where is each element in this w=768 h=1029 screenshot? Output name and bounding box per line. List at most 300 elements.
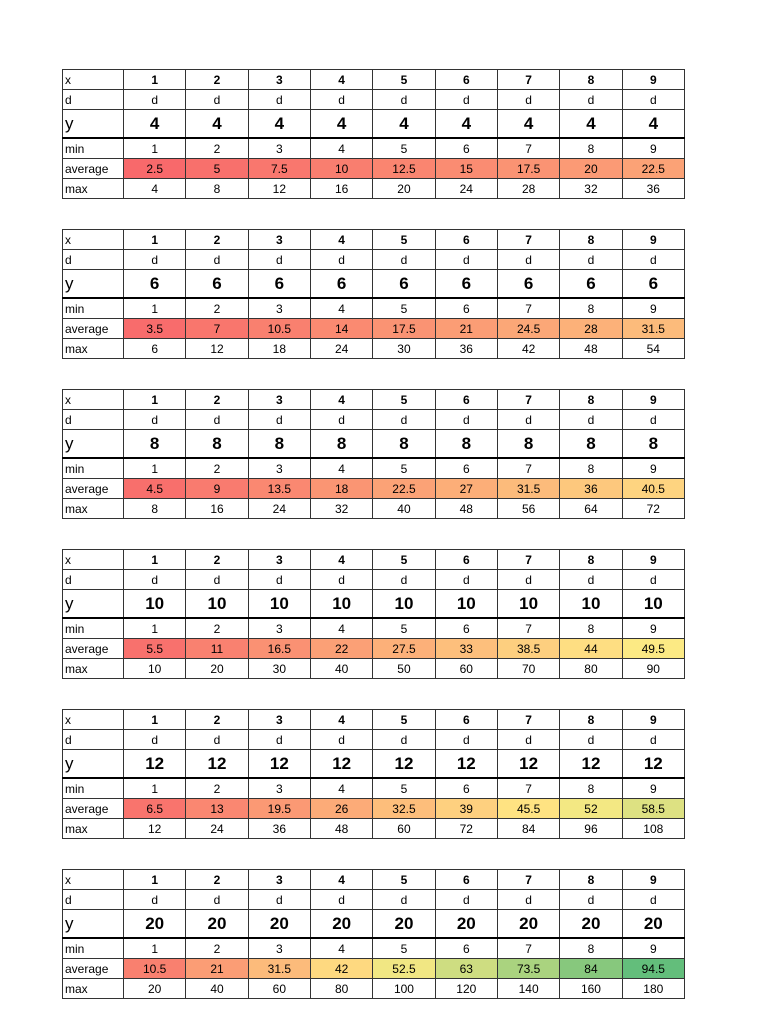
cell-max[interactable]: 24 <box>248 499 310 519</box>
cell-d[interactable]: d <box>124 250 186 270</box>
cell-y[interactable]: 8 <box>186 430 248 459</box>
cell-x[interactable]: 9 <box>622 230 684 250</box>
cell-d[interactable]: d <box>435 890 497 910</box>
cell-average[interactable]: 31.5 <box>497 479 559 499</box>
cell-max[interactable]: 80 <box>310 979 372 999</box>
cell-x[interactable]: 8 <box>560 710 622 730</box>
cell-average[interactable]: 36 <box>560 479 622 499</box>
row-label-x[interactable]: x <box>63 870 124 890</box>
cell-d[interactable]: d <box>560 410 622 430</box>
row-label-min[interactable]: min <box>63 458 124 479</box>
cell-y[interactable]: 6 <box>622 270 684 299</box>
cell-x[interactable]: 7 <box>497 870 559 890</box>
cell-min[interactable]: 5 <box>373 618 435 639</box>
cell-average[interactable]: 3.5 <box>124 319 186 339</box>
cell-y[interactable]: 6 <box>435 270 497 299</box>
cell-d[interactable]: d <box>373 890 435 910</box>
cell-max[interactable]: 70 <box>497 659 559 679</box>
cell-average[interactable]: 40.5 <box>622 479 684 499</box>
cell-average[interactable]: 73.5 <box>497 959 559 979</box>
cell-x[interactable]: 4 <box>310 70 372 90</box>
cell-min[interactable]: 9 <box>622 138 684 159</box>
cell-average[interactable]: 2.5 <box>124 159 186 179</box>
row-label-average[interactable]: average <box>63 639 124 659</box>
cell-min[interactable]: 3 <box>248 618 310 639</box>
cell-min[interactable]: 8 <box>560 138 622 159</box>
cell-max[interactable]: 48 <box>435 499 497 519</box>
cell-max[interactable]: 8 <box>186 179 248 199</box>
cell-y[interactable]: 6 <box>310 270 372 299</box>
cell-average[interactable]: 45.5 <box>497 799 559 819</box>
cell-max[interactable]: 30 <box>373 339 435 359</box>
cell-y[interactable]: 6 <box>124 270 186 299</box>
cell-d[interactable]: d <box>124 90 186 110</box>
cell-min[interactable]: 3 <box>248 298 310 319</box>
cell-d[interactable]: d <box>497 890 559 910</box>
cell-max[interactable]: 24 <box>435 179 497 199</box>
cell-min[interactable]: 5 <box>373 298 435 319</box>
cell-x[interactable]: 3 <box>248 70 310 90</box>
row-label-x[interactable]: x <box>63 390 124 410</box>
cell-d[interactable]: d <box>560 890 622 910</box>
row-label-y[interactable]: y <box>63 430 124 459</box>
cell-average[interactable]: 84 <box>560 959 622 979</box>
cell-x[interactable]: 6 <box>435 70 497 90</box>
cell-y[interactable]: 20 <box>186 910 248 939</box>
cell-average[interactable]: 5.5 <box>124 639 186 659</box>
cell-y[interactable]: 8 <box>497 430 559 459</box>
cell-min[interactable]: 1 <box>124 618 186 639</box>
cell-average[interactable]: 17.5 <box>497 159 559 179</box>
cell-min[interactable]: 2 <box>186 298 248 319</box>
cell-y[interactable]: 4 <box>435 110 497 139</box>
row-label-x[interactable]: x <box>63 710 124 730</box>
cell-max[interactable]: 40 <box>186 979 248 999</box>
cell-average[interactable]: 5 <box>186 159 248 179</box>
cell-x[interactable]: 6 <box>435 710 497 730</box>
cell-x[interactable]: 8 <box>560 70 622 90</box>
cell-d[interactable]: d <box>248 250 310 270</box>
cell-d[interactable]: d <box>186 250 248 270</box>
row-label-max[interactable]: max <box>63 659 124 679</box>
cell-d[interactable]: d <box>435 730 497 750</box>
cell-min[interactable]: 8 <box>560 618 622 639</box>
cell-max[interactable]: 180 <box>622 979 684 999</box>
cell-average[interactable]: 63 <box>435 959 497 979</box>
cell-average[interactable]: 21 <box>435 319 497 339</box>
row-label-max[interactable]: max <box>63 819 124 839</box>
cell-y[interactable]: 8 <box>310 430 372 459</box>
cell-min[interactable]: 9 <box>622 778 684 799</box>
cell-min[interactable]: 8 <box>560 458 622 479</box>
cell-x[interactable]: 8 <box>560 550 622 570</box>
row-label-average[interactable]: average <box>63 959 124 979</box>
cell-d[interactable]: d <box>622 570 684 590</box>
cell-d[interactable]: d <box>497 90 559 110</box>
cell-min[interactable]: 5 <box>373 778 435 799</box>
cell-average[interactable]: 6.5 <box>124 799 186 819</box>
cell-min[interactable]: 9 <box>622 938 684 959</box>
cell-max[interactable]: 16 <box>186 499 248 519</box>
cell-y[interactable]: 12 <box>373 750 435 779</box>
cell-x[interactable]: 7 <box>497 390 559 410</box>
cell-d[interactable]: d <box>622 90 684 110</box>
cell-y[interactable]: 12 <box>124 750 186 779</box>
cell-d[interactable]: d <box>435 250 497 270</box>
cell-max[interactable]: 100 <box>373 979 435 999</box>
cell-max[interactable]: 72 <box>622 499 684 519</box>
cell-min[interactable]: 8 <box>560 938 622 959</box>
cell-max[interactable]: 36 <box>435 339 497 359</box>
cell-average[interactable]: 22.5 <box>622 159 684 179</box>
cell-min[interactable]: 2 <box>186 938 248 959</box>
cell-max[interactable]: 54 <box>622 339 684 359</box>
cell-x[interactable]: 3 <box>248 870 310 890</box>
cell-x[interactable]: 2 <box>186 870 248 890</box>
cell-max[interactable]: 60 <box>248 979 310 999</box>
cell-x[interactable]: 5 <box>373 710 435 730</box>
cell-x[interactable]: 7 <box>497 70 559 90</box>
row-label-min[interactable]: min <box>63 138 124 159</box>
cell-average[interactable]: 10 <box>310 159 372 179</box>
cell-max[interactable]: 20 <box>186 659 248 679</box>
cell-y[interactable]: 12 <box>186 750 248 779</box>
cell-min[interactable]: 8 <box>560 298 622 319</box>
row-label-max[interactable]: max <box>63 499 124 519</box>
row-label-max[interactable]: max <box>63 979 124 999</box>
cell-x[interactable]: 8 <box>560 390 622 410</box>
cell-max[interactable]: 24 <box>186 819 248 839</box>
cell-min[interactable]: 5 <box>373 138 435 159</box>
cell-min[interactable]: 7 <box>497 778 559 799</box>
cell-average[interactable]: 10.5 <box>124 959 186 979</box>
row-label-y[interactable]: y <box>63 750 124 779</box>
cell-y[interactable]: 10 <box>560 590 622 619</box>
cell-y[interactable]: 20 <box>622 910 684 939</box>
cell-max[interactable]: 72 <box>435 819 497 839</box>
cell-x[interactable]: 6 <box>435 230 497 250</box>
row-label-average[interactable]: average <box>63 799 124 819</box>
cell-average[interactable]: 10.5 <box>248 319 310 339</box>
cell-max[interactable]: 16 <box>310 179 372 199</box>
cell-average[interactable]: 14 <box>310 319 372 339</box>
cell-x[interactable]: 4 <box>310 550 372 570</box>
cell-x[interactable]: 2 <box>186 710 248 730</box>
cell-average[interactable]: 38.5 <box>497 639 559 659</box>
cell-average[interactable]: 22.5 <box>373 479 435 499</box>
cell-d[interactable]: d <box>622 890 684 910</box>
cell-average[interactable]: 32.5 <box>373 799 435 819</box>
cell-max[interactable]: 48 <box>560 339 622 359</box>
row-label-min[interactable]: min <box>63 938 124 959</box>
cell-y[interactable]: 10 <box>373 590 435 619</box>
cell-y[interactable]: 4 <box>622 110 684 139</box>
cell-max[interactable]: 20 <box>373 179 435 199</box>
cell-min[interactable]: 1 <box>124 458 186 479</box>
cell-x[interactable]: 7 <box>497 230 559 250</box>
cell-d[interactable]: d <box>435 570 497 590</box>
cell-max[interactable]: 140 <box>497 979 559 999</box>
cell-average[interactable]: 21 <box>186 959 248 979</box>
cell-x[interactable]: 8 <box>560 230 622 250</box>
cell-max[interactable]: 32 <box>310 499 372 519</box>
cell-d[interactable]: d <box>497 250 559 270</box>
cell-d[interactable]: d <box>373 730 435 750</box>
cell-min[interactable]: 1 <box>124 138 186 159</box>
cell-average[interactable]: 22 <box>310 639 372 659</box>
cell-min[interactable]: 3 <box>248 138 310 159</box>
cell-x[interactable]: 3 <box>248 390 310 410</box>
cell-min[interactable]: 4 <box>310 938 372 959</box>
cell-average[interactable]: 7.5 <box>248 159 310 179</box>
cell-min[interactable]: 7 <box>497 618 559 639</box>
cell-min[interactable]: 6 <box>435 458 497 479</box>
cell-d[interactable]: d <box>373 90 435 110</box>
cell-min[interactable]: 2 <box>186 458 248 479</box>
cell-y[interactable]: 8 <box>560 430 622 459</box>
cell-min[interactable]: 7 <box>497 138 559 159</box>
cell-min[interactable]: 3 <box>248 458 310 479</box>
cell-max[interactable]: 20 <box>124 979 186 999</box>
row-label-d[interactable]: d <box>63 90 124 110</box>
cell-x[interactable]: 2 <box>186 230 248 250</box>
cell-max[interactable]: 42 <box>497 339 559 359</box>
cell-average[interactable]: 58.5 <box>622 799 684 819</box>
cell-d[interactable]: d <box>435 90 497 110</box>
row-label-y[interactable]: y <box>63 590 124 619</box>
cell-max[interactable]: 4 <box>124 179 186 199</box>
cell-min[interactable]: 1 <box>124 298 186 319</box>
cell-y[interactable]: 10 <box>497 590 559 619</box>
cell-max[interactable]: 48 <box>310 819 372 839</box>
cell-y[interactable]: 8 <box>248 430 310 459</box>
cell-d[interactable]: d <box>373 410 435 430</box>
cell-min[interactable]: 7 <box>497 938 559 959</box>
cell-min[interactable]: 4 <box>310 298 372 319</box>
cell-d[interactable]: d <box>124 890 186 910</box>
cell-y[interactable]: 10 <box>248 590 310 619</box>
cell-x[interactable]: 1 <box>124 710 186 730</box>
cell-average[interactable]: 26 <box>310 799 372 819</box>
row-label-d[interactable]: d <box>63 890 124 910</box>
cell-x[interactable]: 6 <box>435 390 497 410</box>
cell-x[interactable]: 6 <box>435 550 497 570</box>
cell-d[interactable]: d <box>310 570 372 590</box>
cell-max[interactable]: 84 <box>497 819 559 839</box>
row-label-d[interactable]: d <box>63 410 124 430</box>
cell-x[interactable]: 5 <box>373 870 435 890</box>
cell-d[interactable]: d <box>310 890 372 910</box>
cell-x[interactable]: 8 <box>560 870 622 890</box>
cell-min[interactable]: 6 <box>435 778 497 799</box>
cell-d[interactable]: d <box>560 250 622 270</box>
cell-average[interactable]: 52.5 <box>373 959 435 979</box>
cell-d[interactable]: d <box>186 90 248 110</box>
cell-y[interactable]: 12 <box>497 750 559 779</box>
cell-max[interactable]: 120 <box>435 979 497 999</box>
cell-max[interactable]: 10 <box>124 659 186 679</box>
cell-min[interactable]: 7 <box>497 298 559 319</box>
cell-max[interactable]: 8 <box>124 499 186 519</box>
cell-y[interactable]: 4 <box>310 110 372 139</box>
cell-min[interactable]: 9 <box>622 458 684 479</box>
cell-d[interactable]: d <box>622 410 684 430</box>
cell-average[interactable]: 11 <box>186 639 248 659</box>
cell-y[interactable]: 6 <box>373 270 435 299</box>
cell-max[interactable]: 60 <box>373 819 435 839</box>
row-label-d[interactable]: d <box>63 570 124 590</box>
cell-y[interactable]: 12 <box>310 750 372 779</box>
cell-d[interactable]: d <box>186 730 248 750</box>
cell-d[interactable]: d <box>124 730 186 750</box>
cell-y[interactable]: 10 <box>124 590 186 619</box>
cell-average[interactable]: 20 <box>560 159 622 179</box>
cell-x[interactable]: 1 <box>124 390 186 410</box>
cell-x[interactable]: 9 <box>622 390 684 410</box>
cell-max[interactable]: 56 <box>497 499 559 519</box>
cell-x[interactable]: 6 <box>435 870 497 890</box>
cell-max[interactable]: 160 <box>560 979 622 999</box>
cell-x[interactable]: 2 <box>186 70 248 90</box>
row-label-min[interactable]: min <box>63 618 124 639</box>
row-label-y[interactable]: y <box>63 270 124 299</box>
cell-x[interactable]: 9 <box>622 710 684 730</box>
cell-x[interactable]: 4 <box>310 710 372 730</box>
cell-max[interactable]: 40 <box>373 499 435 519</box>
cell-y[interactable]: 4 <box>373 110 435 139</box>
cell-y[interactable]: 20 <box>497 910 559 939</box>
cell-d[interactable]: d <box>248 730 310 750</box>
cell-x[interactable]: 3 <box>248 710 310 730</box>
cell-d[interactable]: d <box>248 890 310 910</box>
cell-d[interactable]: d <box>622 250 684 270</box>
cell-max[interactable]: 60 <box>435 659 497 679</box>
cell-x[interactable]: 9 <box>622 870 684 890</box>
cell-average[interactable]: 4.5 <box>124 479 186 499</box>
cell-average[interactable]: 7 <box>186 319 248 339</box>
cell-average[interactable]: 31.5 <box>622 319 684 339</box>
cell-d[interactable]: d <box>560 90 622 110</box>
cell-min[interactable]: 5 <box>373 938 435 959</box>
cell-average[interactable]: 16.5 <box>248 639 310 659</box>
cell-x[interactable]: 5 <box>373 550 435 570</box>
row-label-min[interactable]: min <box>63 778 124 799</box>
cell-min[interactable]: 4 <box>310 618 372 639</box>
cell-x[interactable]: 1 <box>124 870 186 890</box>
cell-d[interactable]: d <box>435 410 497 430</box>
cell-y[interactable]: 20 <box>435 910 497 939</box>
cell-x[interactable]: 7 <box>497 550 559 570</box>
row-label-min[interactable]: min <box>63 298 124 319</box>
row-label-d[interactable]: d <box>63 730 124 750</box>
cell-min[interactable]: 1 <box>124 938 186 959</box>
cell-average[interactable]: 39 <box>435 799 497 819</box>
cell-x[interactable]: 7 <box>497 710 559 730</box>
cell-y[interactable]: 8 <box>124 430 186 459</box>
cell-average[interactable]: 49.5 <box>622 639 684 659</box>
cell-max[interactable]: 18 <box>248 339 310 359</box>
cell-x[interactable]: 3 <box>248 550 310 570</box>
row-label-d[interactable]: d <box>63 250 124 270</box>
cell-max[interactable]: 108 <box>622 819 684 839</box>
row-label-x[interactable]: x <box>63 550 124 570</box>
cell-y[interactable]: 4 <box>124 110 186 139</box>
cell-min[interactable]: 2 <box>186 778 248 799</box>
cell-y[interactable]: 20 <box>124 910 186 939</box>
cell-d[interactable]: d <box>373 570 435 590</box>
cell-d[interactable]: d <box>497 730 559 750</box>
cell-d[interactable]: d <box>186 410 248 430</box>
cell-max[interactable]: 40 <box>310 659 372 679</box>
cell-y[interactable]: 4 <box>560 110 622 139</box>
cell-max[interactable]: 30 <box>248 659 310 679</box>
cell-x[interactable]: 5 <box>373 230 435 250</box>
cell-max[interactable]: 32 <box>560 179 622 199</box>
cell-max[interactable]: 96 <box>560 819 622 839</box>
cell-y[interactable]: 6 <box>186 270 248 299</box>
cell-average[interactable]: 33 <box>435 639 497 659</box>
cell-y[interactable]: 12 <box>560 750 622 779</box>
cell-average[interactable]: 9 <box>186 479 248 499</box>
cell-y[interactable]: 10 <box>310 590 372 619</box>
cell-min[interactable]: 2 <box>186 618 248 639</box>
cell-max[interactable]: 64 <box>560 499 622 519</box>
row-label-y[interactable]: y <box>63 110 124 139</box>
cell-y[interactable]: 10 <box>435 590 497 619</box>
cell-min[interactable]: 5 <box>373 458 435 479</box>
cell-x[interactable]: 5 <box>373 70 435 90</box>
cell-x[interactable]: 4 <box>310 390 372 410</box>
cell-max[interactable]: 90 <box>622 659 684 679</box>
cell-max[interactable]: 12 <box>124 819 186 839</box>
cell-y[interactable]: 20 <box>560 910 622 939</box>
cell-d[interactable]: d <box>560 570 622 590</box>
row-label-average[interactable]: average <box>63 479 124 499</box>
cell-x[interactable]: 4 <box>310 230 372 250</box>
cell-d[interactable]: d <box>622 730 684 750</box>
cell-average[interactable]: 15 <box>435 159 497 179</box>
cell-d[interactable]: d <box>497 410 559 430</box>
cell-min[interactable]: 1 <box>124 778 186 799</box>
cell-max[interactable]: 50 <box>373 659 435 679</box>
cell-average[interactable]: 94.5 <box>622 959 684 979</box>
cell-min[interactable]: 6 <box>435 298 497 319</box>
cell-x[interactable]: 2 <box>186 390 248 410</box>
cell-x[interactable]: 9 <box>622 70 684 90</box>
cell-x[interactable]: 3 <box>248 230 310 250</box>
cell-min[interactable]: 6 <box>435 138 497 159</box>
cell-min[interactable]: 9 <box>622 298 684 319</box>
cell-average[interactable]: 27 <box>435 479 497 499</box>
cell-average[interactable]: 27.5 <box>373 639 435 659</box>
cell-min[interactable]: 3 <box>248 938 310 959</box>
cell-d[interactable]: d <box>497 570 559 590</box>
cell-y[interactable]: 10 <box>622 590 684 619</box>
cell-y[interactable]: 4 <box>497 110 559 139</box>
cell-y[interactable]: 8 <box>435 430 497 459</box>
cell-max[interactable]: 12 <box>186 339 248 359</box>
cell-min[interactable]: 4 <box>310 138 372 159</box>
row-label-max[interactable]: max <box>63 179 124 199</box>
cell-average[interactable]: 17.5 <box>373 319 435 339</box>
row-label-x[interactable]: x <box>63 70 124 90</box>
cell-d[interactable]: d <box>310 250 372 270</box>
cell-d[interactable]: d <box>310 90 372 110</box>
cell-d[interactable]: d <box>248 570 310 590</box>
cell-d[interactable]: d <box>186 890 248 910</box>
cell-average[interactable]: 44 <box>560 639 622 659</box>
cell-y[interactable]: 4 <box>186 110 248 139</box>
